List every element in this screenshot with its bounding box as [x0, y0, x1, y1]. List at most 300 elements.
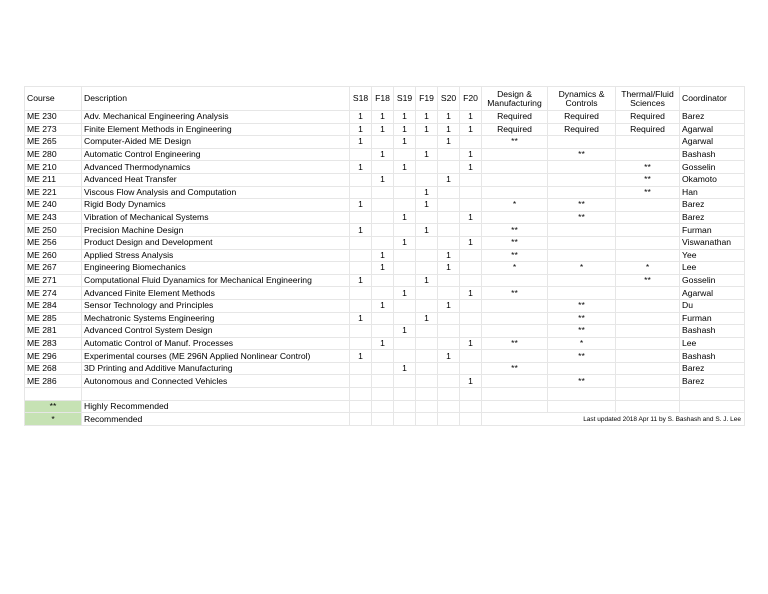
- coordinator-cell: Lee: [680, 262, 745, 275]
- coordinator-cell: Gosselin: [680, 274, 745, 287]
- course-description: Advanced Heat Transfer: [82, 173, 350, 186]
- blank-cell: [438, 388, 460, 401]
- course-description: Applied Stress Analysis: [82, 249, 350, 262]
- coordinator-cell: Barez: [680, 111, 745, 124]
- header-f20: F20: [460, 87, 482, 111]
- dynamics-controls-cell: **: [548, 350, 616, 363]
- s19-cell: [394, 199, 416, 212]
- s20-cell: [438, 224, 460, 237]
- f20-cell: [460, 299, 482, 312]
- header-dynamics-line1: Dynamics &: [558, 88, 605, 99]
- course-description: Experimental courses (ME 296N Applied Nonlinear Control): [82, 350, 350, 363]
- s19-cell: 1: [394, 211, 416, 224]
- s18-cell: 1: [350, 123, 372, 136]
- course-description: Advanced Control System Design: [82, 325, 350, 338]
- f19-cell: 1: [416, 123, 438, 136]
- f19-cell: [416, 161, 438, 174]
- course-description: Computer-Aided ME Design: [82, 136, 350, 149]
- blank-cell: [548, 388, 616, 401]
- course-code: ME 280: [25, 148, 82, 161]
- table-row: [25, 199, 745, 212]
- f20-cell: [460, 186, 482, 199]
- f18-cell: [372, 325, 394, 338]
- thermal-fluid-cell: [616, 136, 680, 149]
- f18-cell: 1: [372, 173, 394, 186]
- course-code: ME 210: [25, 161, 82, 174]
- s20-cell: 1: [438, 350, 460, 363]
- design-manufacturing-cell: **: [482, 249, 548, 262]
- f19-cell: [416, 337, 438, 350]
- s19-cell: [394, 350, 416, 363]
- s20-cell: [438, 337, 460, 350]
- s19-cell: [394, 249, 416, 262]
- legend-cell: [460, 400, 482, 413]
- f19-cell: [416, 287, 438, 300]
- table-row: [25, 111, 745, 124]
- course-code: ME 221: [25, 186, 82, 199]
- legend-row-recommended: [25, 413, 745, 426]
- f18-cell: [372, 136, 394, 149]
- s20-cell: [438, 274, 460, 287]
- s20-cell: [438, 161, 460, 174]
- course-description: Automatic Control of Manuf. Processes: [82, 337, 350, 350]
- dynamics-controls-cell: [548, 173, 616, 186]
- table-row: [25, 287, 745, 300]
- s19-cell: [394, 186, 416, 199]
- s19-cell: [394, 375, 416, 388]
- thermal-fluid-cell: [616, 224, 680, 237]
- f18-cell: [372, 312, 394, 325]
- header-course: Course: [25, 87, 82, 111]
- dynamics-controls-cell: **: [548, 199, 616, 212]
- f20-cell: [460, 262, 482, 275]
- legend-cell: [438, 413, 460, 426]
- design-manufacturing-cell: *: [482, 262, 548, 275]
- table-row: [25, 148, 745, 161]
- f20-cell: [460, 249, 482, 262]
- course-code: ME 284: [25, 299, 82, 312]
- blank-cell: [372, 388, 394, 401]
- s19-cell: [394, 299, 416, 312]
- dynamics-controls-cell: [548, 236, 616, 249]
- design-manufacturing-cell: **: [482, 236, 548, 249]
- s18-cell: 1: [350, 136, 372, 149]
- legend-cell: [548, 400, 616, 413]
- design-manufacturing-cell: **: [482, 136, 548, 149]
- coordinator-cell: Bashash: [680, 148, 745, 161]
- s20-cell: 1: [438, 111, 460, 124]
- coordinator-cell: Agarwal: [680, 123, 745, 136]
- f20-cell: [460, 362, 482, 375]
- s19-cell: [394, 312, 416, 325]
- course-description: Advanced Thermodynamics: [82, 161, 350, 174]
- s20-cell: [438, 325, 460, 338]
- f20-cell: 1: [460, 148, 482, 161]
- course-code: ME 250: [25, 224, 82, 237]
- coordinator-cell: Bashash: [680, 325, 745, 338]
- coordinator-cell: Barez: [680, 199, 745, 212]
- table-row: [25, 186, 745, 199]
- f19-cell: [416, 249, 438, 262]
- coordinator-cell: Du: [680, 299, 745, 312]
- legend-cell: [350, 400, 372, 413]
- f19-cell: 1: [416, 111, 438, 124]
- thermal-fluid-cell: [616, 148, 680, 161]
- course-code: ME 211: [25, 173, 82, 186]
- design-manufacturing-cell: [482, 173, 548, 186]
- s19-cell: [394, 262, 416, 275]
- f19-cell: [416, 173, 438, 186]
- s18-cell: [350, 287, 372, 300]
- coordinator-cell: Barez: [680, 211, 745, 224]
- f20-cell: [460, 199, 482, 212]
- thermal-fluid-cell: **: [616, 161, 680, 174]
- dynamics-controls-cell: [548, 249, 616, 262]
- blank-cell: [394, 388, 416, 401]
- legend-cell: [416, 400, 438, 413]
- f19-cell: 1: [416, 224, 438, 237]
- table-row: [25, 136, 745, 149]
- s18-cell: [350, 299, 372, 312]
- thermal-fluid-cell: [616, 199, 680, 212]
- s20-cell: 1: [438, 249, 460, 262]
- dynamics-controls-cell: [548, 136, 616, 149]
- f20-cell: [460, 173, 482, 186]
- s19-cell: 1: [394, 236, 416, 249]
- dynamics-controls-cell: *: [548, 337, 616, 350]
- f18-cell: [372, 161, 394, 174]
- s20-cell: [438, 362, 460, 375]
- f18-cell: 1: [372, 111, 394, 124]
- table-row: [25, 299, 745, 312]
- header-f18: F18: [372, 87, 394, 111]
- legend-cell: [680, 400, 745, 413]
- legend-swatch-recommended: *: [25, 413, 82, 426]
- design-manufacturing-cell: [482, 211, 548, 224]
- s20-cell: [438, 287, 460, 300]
- design-manufacturing-cell: [482, 148, 548, 161]
- dynamics-controls-cell: **: [548, 211, 616, 224]
- dynamics-controls-cell: *: [548, 262, 616, 275]
- course-description: Advanced Finite Element Methods: [82, 287, 350, 300]
- s18-cell: 1: [350, 224, 372, 237]
- design-manufacturing-cell: Required: [482, 123, 548, 136]
- f19-cell: [416, 236, 438, 249]
- thermal-fluid-cell: [616, 325, 680, 338]
- f18-cell: 1: [372, 123, 394, 136]
- blank-cell: [616, 388, 680, 401]
- legend-row-highly-recommended: [25, 400, 745, 413]
- last-updated-note: Last updated 2018 Apr 11 by S. Bashash and S. J. Lee: [482, 413, 745, 426]
- s20-cell: [438, 199, 460, 212]
- blank-cell: [416, 388, 438, 401]
- s18-cell: [350, 337, 372, 350]
- thermal-fluid-cell: [616, 236, 680, 249]
- course-description: Vibration of Mechanical Systems: [82, 211, 350, 224]
- s18-cell: 1: [350, 312, 372, 325]
- course-description: Product Design and Development: [82, 236, 350, 249]
- table-row: [25, 262, 745, 275]
- header-s18: S18: [350, 87, 372, 111]
- f19-cell: [416, 262, 438, 275]
- coordinator-cell: Gosselin: [680, 161, 745, 174]
- thermal-fluid-cell: Required: [616, 123, 680, 136]
- blank-cell: [82, 388, 350, 401]
- thermal-fluid-cell: [616, 249, 680, 262]
- dynamics-controls-cell: **: [548, 325, 616, 338]
- s18-cell: [350, 211, 372, 224]
- header-design-line1: Design &: [497, 88, 532, 99]
- dynamics-controls-cell: **: [548, 375, 616, 388]
- f19-cell: 1: [416, 148, 438, 161]
- course-code: ME 274: [25, 287, 82, 300]
- coordinator-cell: Okamoto: [680, 173, 745, 186]
- s19-cell: [394, 274, 416, 287]
- table-row: [25, 350, 745, 363]
- dynamics-controls-cell: [548, 362, 616, 375]
- coordinator-cell: Furman: [680, 312, 745, 325]
- table-row: [25, 362, 745, 375]
- legend-cell: [482, 400, 548, 413]
- thermal-fluid-cell: [616, 211, 680, 224]
- design-manufacturing-cell: [482, 274, 548, 287]
- s18-cell: [350, 186, 372, 199]
- header-description: Description: [82, 87, 350, 111]
- f20-cell: 1: [460, 236, 482, 249]
- s20-cell: 1: [438, 136, 460, 149]
- s18-cell: [350, 362, 372, 375]
- table-row: [25, 123, 745, 136]
- f20-cell: 1: [460, 375, 482, 388]
- header-coordinator: Coordinator: [680, 87, 745, 111]
- table-row: [25, 249, 745, 262]
- s19-cell: [394, 224, 416, 237]
- legend-cell: [372, 400, 394, 413]
- course-description: Viscous Flow Analysis and Computation: [82, 186, 350, 199]
- f18-cell: [372, 236, 394, 249]
- thermal-fluid-cell: [616, 337, 680, 350]
- course-description: Mechatronic Systems Engineering: [82, 312, 350, 325]
- design-manufacturing-cell: [482, 299, 548, 312]
- table-row: [25, 173, 745, 186]
- s18-cell: 1: [350, 274, 372, 287]
- table-row: [25, 211, 745, 224]
- coordinator-cell: Viswanathan: [680, 236, 745, 249]
- legend-cell: [350, 413, 372, 426]
- legend-cell: [460, 413, 482, 426]
- course-code: ME 240: [25, 199, 82, 212]
- header-f19: F19: [416, 87, 438, 111]
- f20-cell: [460, 224, 482, 237]
- f18-cell: [372, 350, 394, 363]
- course-code: ME 267: [25, 262, 82, 275]
- s19-cell: 1: [394, 136, 416, 149]
- blank-cell: [460, 388, 482, 401]
- f20-cell: [460, 312, 482, 325]
- design-manufacturing-cell: [482, 375, 548, 388]
- header-s20: S20: [438, 87, 460, 111]
- coordinator-cell: Furman: [680, 224, 745, 237]
- f20-cell: 1: [460, 337, 482, 350]
- course-description: 3D Printing and Additive Manufacturing: [82, 362, 350, 375]
- s19-cell: 1: [394, 111, 416, 124]
- course-table: [24, 86, 745, 426]
- f20-cell: [460, 325, 482, 338]
- dynamics-controls-cell: **: [548, 299, 616, 312]
- table-row: [25, 236, 745, 249]
- dynamics-controls-cell: [548, 287, 616, 300]
- thermal-fluid-cell: Required: [616, 111, 680, 124]
- s18-cell: [350, 325, 372, 338]
- header-s19: S19: [394, 87, 416, 111]
- f18-cell: [372, 375, 394, 388]
- design-manufacturing-cell: [482, 325, 548, 338]
- coordinator-cell: Lee: [680, 337, 745, 350]
- header-row: [25, 87, 745, 111]
- f19-cell: [416, 325, 438, 338]
- course-code: ME 285: [25, 312, 82, 325]
- s20-cell: 1: [438, 123, 460, 136]
- course-code: ME 283: [25, 337, 82, 350]
- table-row: [25, 375, 745, 388]
- f20-cell: 1: [460, 161, 482, 174]
- table-row: [25, 224, 745, 237]
- blank-cell: [25, 388, 82, 401]
- f19-cell: [416, 362, 438, 375]
- legend-cell: [394, 400, 416, 413]
- legend-cell: [394, 413, 416, 426]
- coordinator-cell: Barez: [680, 362, 745, 375]
- header-dynamics-line2: Controls: [565, 97, 598, 108]
- course-description: Precision Machine Design: [82, 224, 350, 237]
- f20-cell: 1: [460, 211, 482, 224]
- s18-cell: [350, 236, 372, 249]
- header-design-line2: Manufacturing: [487, 97, 542, 108]
- thermal-fluid-cell: **: [616, 173, 680, 186]
- f20-cell: [460, 350, 482, 363]
- design-manufacturing-cell: [482, 312, 548, 325]
- f18-cell: [372, 224, 394, 237]
- course-code: ME 230: [25, 111, 82, 124]
- course-code: ME 281: [25, 325, 82, 338]
- thermal-fluid-cell: [616, 350, 680, 363]
- course-code: ME 256: [25, 236, 82, 249]
- thermal-fluid-cell: [616, 362, 680, 375]
- course-description: Automatic Control Engineering: [82, 148, 350, 161]
- legend-cell: [372, 413, 394, 426]
- s18-cell: 1: [350, 199, 372, 212]
- course-description: Engineering Biomechanics: [82, 262, 350, 275]
- legend-cell: [438, 400, 460, 413]
- course-description: Finite Element Methods in Engineering: [82, 123, 350, 136]
- course-code: ME 260: [25, 249, 82, 262]
- coordinator-cell: Agarwal: [680, 287, 745, 300]
- table-row: [25, 161, 745, 174]
- table-row: [25, 274, 745, 287]
- f19-cell: 1: [416, 186, 438, 199]
- design-manufacturing-cell: **: [482, 362, 548, 375]
- blank-row: [25, 388, 745, 401]
- header-thermal-line2: Sciences: [630, 97, 665, 108]
- legend-cell: [416, 413, 438, 426]
- f18-cell: 1: [372, 148, 394, 161]
- s18-cell: [350, 148, 372, 161]
- thermal-fluid-cell: *: [616, 262, 680, 275]
- s19-cell: [394, 173, 416, 186]
- course-code: ME 273: [25, 123, 82, 136]
- course-code: ME 296: [25, 350, 82, 363]
- course-description: Autonomous and Connected Vehicles: [82, 375, 350, 388]
- course-code: ME 265: [25, 136, 82, 149]
- dynamics-controls-cell: [548, 224, 616, 237]
- f18-cell: 1: [372, 337, 394, 350]
- s19-cell: 1: [394, 161, 416, 174]
- dynamics-controls-cell: [548, 161, 616, 174]
- s20-cell: [438, 148, 460, 161]
- f20-cell: [460, 136, 482, 149]
- course-code: ME 268: [25, 362, 82, 375]
- f18-cell: [372, 199, 394, 212]
- s20-cell: [438, 236, 460, 249]
- thermal-fluid-cell: [616, 375, 680, 388]
- s20-cell: 1: [438, 173, 460, 186]
- header-dynamics-controls: [548, 87, 616, 111]
- f19-cell: 1: [416, 199, 438, 212]
- legend-label-recommended: Recommended: [82, 413, 350, 426]
- table-row: [25, 337, 745, 350]
- f18-cell: [372, 186, 394, 199]
- thermal-fluid-cell: **: [616, 186, 680, 199]
- s19-cell: 1: [394, 362, 416, 375]
- s20-cell: [438, 211, 460, 224]
- coordinator-cell: Barez: [680, 375, 745, 388]
- design-manufacturing-cell: **: [482, 224, 548, 237]
- design-manufacturing-cell: [482, 161, 548, 174]
- s20-cell: 1: [438, 262, 460, 275]
- legend-swatch-highly-recommended: **: [25, 400, 82, 413]
- s18-cell: [350, 173, 372, 186]
- f18-cell: [372, 287, 394, 300]
- blank-cell: [482, 388, 548, 401]
- f18-cell: 1: [372, 299, 394, 312]
- s20-cell: [438, 312, 460, 325]
- f20-cell: 1: [460, 287, 482, 300]
- coordinator-cell: Yee: [680, 249, 745, 262]
- f19-cell: [416, 211, 438, 224]
- f19-cell: 1: [416, 274, 438, 287]
- design-manufacturing-cell: *: [482, 199, 548, 212]
- course-description: Computational Fluid Dyanamics for Mechanical Engineering: [82, 274, 350, 287]
- header-design-manufacturing: [482, 87, 548, 111]
- s18-cell: [350, 249, 372, 262]
- thermal-fluid-cell: [616, 287, 680, 300]
- f19-cell: [416, 350, 438, 363]
- s20-cell: 1: [438, 299, 460, 312]
- s19-cell: [394, 148, 416, 161]
- header-thermal-line1: Thermal/Fluid: [621, 88, 674, 99]
- course-description: Adv. Mechanical Engineering Analysis: [82, 111, 350, 124]
- f20-cell: 1: [460, 111, 482, 124]
- dynamics-controls-cell: Required: [548, 111, 616, 124]
- thermal-fluid-cell: [616, 299, 680, 312]
- thermal-fluid-cell: [616, 312, 680, 325]
- course-description: Sensor Technology and Principles: [82, 299, 350, 312]
- f18-cell: 1: [372, 249, 394, 262]
- s19-cell: 1: [394, 325, 416, 338]
- s18-cell: 1: [350, 350, 372, 363]
- f18-cell: [372, 274, 394, 287]
- dynamics-controls-cell: **: [548, 148, 616, 161]
